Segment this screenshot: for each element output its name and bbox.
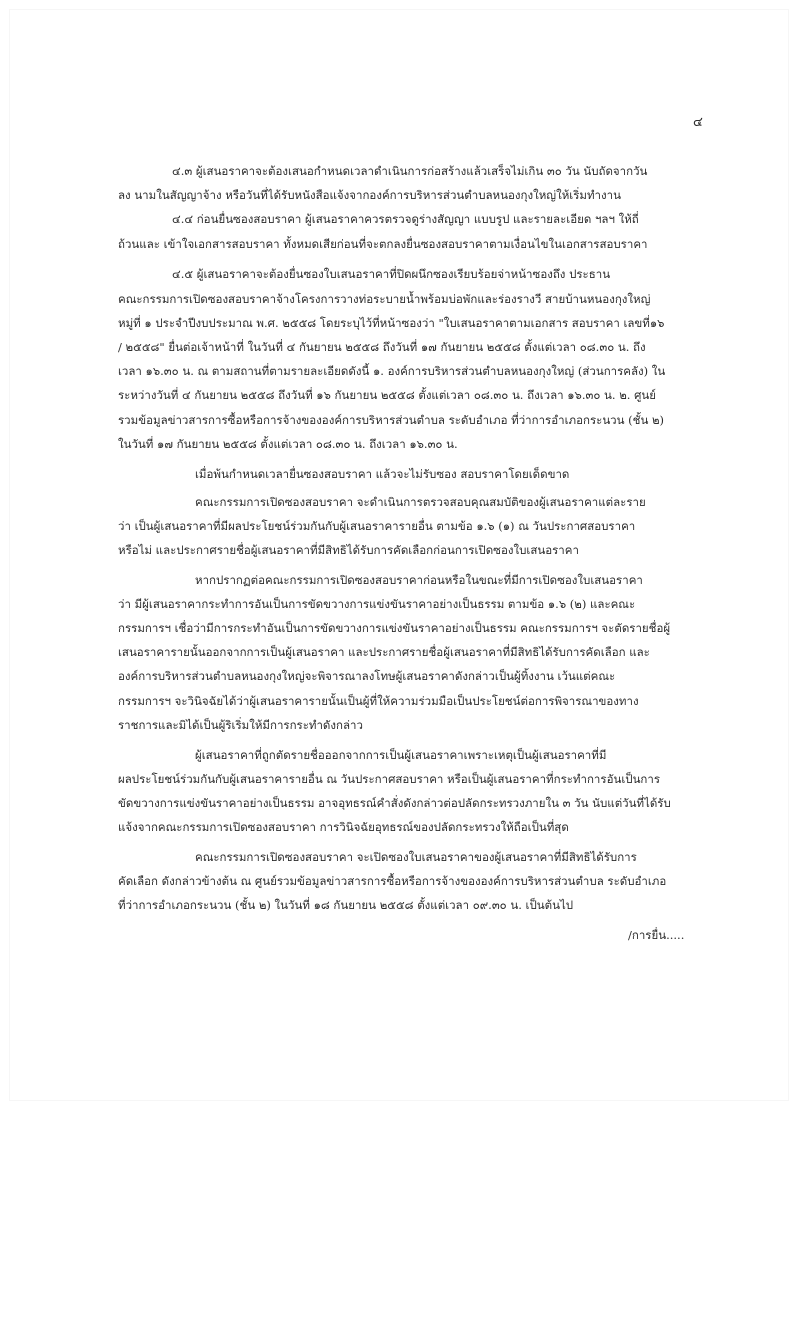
paragraph-line: / ๒๕๕๘" ยื่นต่อเจ้าหน้าที่ ในวันที่ ๔ กันยายน ๒๕๕๘ ถึงวันที่ ๑๗ กันยายน ๒๕๕๘ ตั้งแต่เวลา ๐๘.๓๐ น. ถึง — [118, 340, 646, 354]
paragraph-line: ๔.๕ ผู้เสนอราคาจะต้องยื่นซองใบเสนอราคาที่ปิดผนึกซองเรียบร้อยจ่าหน้าซองถึง ประธาน — [172, 267, 611, 281]
paragraph-line: หรือไม่ และประกาศรายชื่อผู้เสนอราคาที่มีสิทธิได้รับการคัดเลือกก่อนการเปิดซองใบเสนอราคา — [118, 543, 579, 557]
paragraph-line: ขัดขวางการแข่งขันราคาอย่างเป็นธรรม อาจอุทธรณ์คำสั่งดังกล่าวต่อปลัดกระทรวงภายใน ๓ วัน นับแต่วันที่ได้รับ — [118, 796, 671, 810]
page-number: ๔ — [693, 115, 703, 130]
paragraph-line: ราชการและมิได้เป็นผู้ริเริ่มให้มีการกระทำดังกล่าว — [118, 718, 363, 732]
paragraph-line: เมื่อพ้นกำหนดเวลายื่นซองสอบราคา แล้วจะไม่รับซอง สอบราคาโดยเด็ดขาด — [195, 467, 570, 481]
paragraph-line: ๔.๓ ผู้เสนอราคาจะต้องเสนอกำหนดเวลาดำเนินการก่อสร้างแล้วเสร็จไม่เกิน ๓๐ วัน นับถัดจากวัน — [172, 164, 648, 178]
paragraph-line: แจ้งจากคณะกรรมการเปิดซองสอบราคา การวินิจฉัยอุทธรณ์ของปลัดกระทรวงให้ถือเป็นที่สุด — [118, 820, 569, 834]
paragraph-line: หากปรากฏต่อคณะกรรมการเปิดซองสอบราคาก่อนหรือในขณะที่มีการเปิดซองใบเสนอราคา — [195, 573, 643, 587]
paragraph-line: ว่า เป็นผู้เสนอราคาที่มีผลประโยชน์ร่วมกันกับผู้เสนอราคารายอื่น ตามข้อ ๑.๖ (๑) ณ วันประกาศสอบราคา — [118, 519, 636, 533]
paragraph-line: ในวันที่ ๑๗ กันยายน ๒๕๕๘ ตั้งแต่เวลา ๐๘.๓๐ น. ถึงเวลา ๑๖.๓๐ น. — [118, 437, 458, 451]
paragraph-line: องค์การบริหารส่วนตำบลหนองกุงใหญ่จะพิจารณาลงโทษผู้เสนอราคาดังกล่าวเป็นผู้ทิ้งงาน เว้นแต่คณะ — [118, 669, 616, 683]
paragraph-line: เวลา ๑๖.๓๐ น. ณ ตามสถานที่ตามรายละเอียดดังนี้ ๑. องค์การบริหารส่วนตำบลหนองกุงใหญ่ (ส่วนการคลัง) ใน — [118, 364, 666, 378]
paragraph-line: หมู่ที่ ๑ ประจำปีงบประมาณ พ.ศ. ๒๕๕๘ โดยระบุไว้ที่หน้าซองว่า "ใบเสนอราคาตามเอกสาร สอบราคา เลขที่๑๖ — [118, 316, 665, 330]
paragraph-line: คณะกรรมการเปิดซองสอบราคาจ้างโครงการวางท่อระบายน้ำพร้อมบ่อพักและร่องรางวี สายบ้านหนองกุงใหญ่ — [118, 292, 651, 306]
paragraph-line: คณะกรรมการเปิดซองสอบราคา จะดำเนินการตรวจสอบคุณสมบัติของผู้เสนอราคาแต่ละราย — [195, 495, 646, 509]
paragraph-line: คัดเลือก ดังกล่าวข้างต้น ณ ศูนย์รวมข้อมูลข่าวสารการซื้อหรือการจ้างขององค์การบริหารส่วนตำบล ระดับอำเภอ — [118, 874, 667, 888]
paragraph-line: กรรมการฯ เชื่อว่ามีการกระทำอันเป็นการขัดขวางการแข่งขันราคาอย่างเป็นธรรม คณะกรรมการฯ จะตัดรายชื่อผู้ — [118, 621, 671, 635]
paragraph-line: ระหว่างวันที่ ๔ กันยายน ๒๕๕๘ ถึงวันที่ ๑๖ กันยายน ๒๕๕๘ ตั้งแต่เวลา ๐๘.๓๐ น. ถึงเวลา ๑๖.๓๐ น. ๒. ศูนย์ — [118, 388, 656, 402]
paragraph-line: ๔.๔ ก่อนยื่นซองสอบราคา ผู้เสนอราคาควรตรวจดูร่างสัญญา แบบรูป และรายละเอียด ฯลฯ ให้ถี่ — [172, 212, 639, 226]
paragraph-line: เสนอราคารายนั้นออกจากการเป็นผู้เสนอราคา และประกาศรายชื่อผู้เสนอราคาที่มีสิทธิได้รับการคัดเลือก และ — [118, 645, 650, 659]
paragraph-line: ลง นามในสัญญาจ้าง หรือวันที่ได้รับหนังสือแจ้งจากองค์การบริหารส่วนตำบลหนองกุงใหญ่ให้เริ่มทำงาน — [118, 188, 621, 202]
paragraph-line: ที่ว่าการอำเภอกระนวน (ชั้น ๒) ในวันที่ ๑๘ กันยายน ๒๕๕๘ ตั้งแต่เวลา ๐๙.๓๐ น. เป็นต้นไป — [118, 898, 574, 912]
paragraph-line: ถ้วนและ เข้าใจเอกสารสอบราคา ทั้งหมดเสียก่อนที่จะตกลงยื่นซองสอบราคาตามเงื่อนไขในเอกสารสอบราคา — [118, 237, 648, 251]
paragraph-line: กรรมการฯ จะวินิจฉัยได้ว่าผู้เสนอราคารายนั้นเป็นผู้ที่ให้ความร่วมมือเป็นประโยชน์ต่อการพิจารณาของทาง — [118, 694, 639, 708]
paragraph-line: คณะกรรมการเปิดซองสอบราคา จะเปิดซองใบเสนอราคาของผู้เสนอราคาที่มีสิทธิได้รับการ — [195, 850, 637, 864]
document-page — [10, 10, 788, 1100]
continuation-text: /การยื่น..... — [628, 928, 685, 942]
paragraph-line: ผลประโยชน์ร่วมกันกับผู้เสนอราคารายอื่น ณ วันประกาศสอบราคา หรือเป็นผู้เสนอราคาที่กระทำการอันเป็นการ — [118, 772, 661, 786]
paragraph-line: ผู้เสนอราคาที่ถูกตัดรายชื่อออกจากการเป็นผู้เสนอราคาเพราะเหตุเป็นผู้เสนอราคาที่มี — [195, 748, 607, 762]
paragraph-line: รวมข้อมูลข่าวสารการซื้อหรือการจ้างขององค์การบริหารส่วนตำบล ระดับอำเภอ ที่ว่าการอำเภอกระนวน (ชั้น ๒) — [118, 413, 665, 427]
paragraph-line: ว่า มีผู้เสนอราคากระทำการอันเป็นการขัดขวางการแข่งขันราคาอย่างเป็นธรรม ตามข้อ ๑.๖ (๒) และคณะ — [118, 597, 636, 611]
